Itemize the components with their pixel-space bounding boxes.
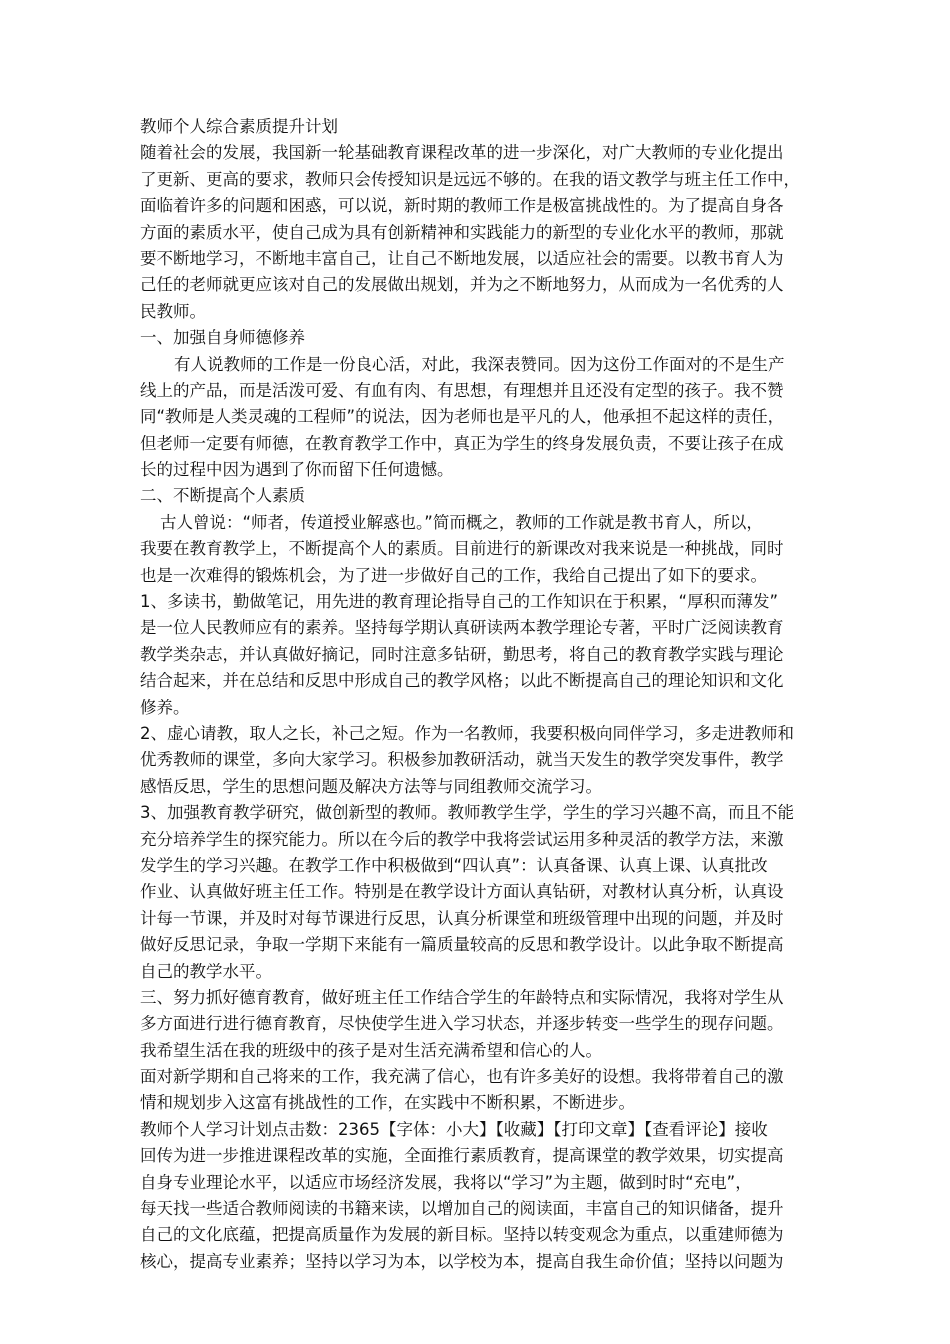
- item3-line: 3、加强教育教学研究，做创新型的教师。教师教学生学，学生的学习兴趣不高，而且不能: [140, 803, 794, 823]
- item1-line: 结合起来，并在总结和反思中形成自己的教学风格；以此不断提高自己的理论知识和文化: [140, 671, 784, 691]
- intro-line: 面临着许多的问题和困惑，可以说，新时期的教师工作是极富挑战性的。为了提高自身各: [140, 196, 784, 216]
- section1-line: 有人说教师的工作是一份良心活，对此，我深表赞同。因为这份工作面对的不是生产: [174, 354, 785, 374]
- second-article-line: 每天找一些适合教师阅读的书籍来读，以增加自己的阅读面，丰富自己的知识储备，提升: [140, 1199, 784, 1219]
- intro-line: 己任的老师就更应该对自己的发展做出规划，并为之不断地努力，从而成为一名优秀的人: [140, 275, 784, 295]
- item2-line: 优秀教师的课堂，多向大家学习。积极参加教研活动，就当天发生的教学突发事件，教学: [140, 750, 784, 770]
- item3-line: 作业、认真做好班主任工作。特别是在教学设计方面认真钻研，对教材认真分析，认真设: [140, 882, 784, 902]
- item3-line: 充分培养学生的探究能力。所以在今后的教学中我将尝试运用多种灵活的教学方法，来激: [140, 829, 784, 849]
- section1-line: 但老师一定要有师德，在教育教学工作中，真正为学生的终身发展负责，不要让孩子在成: [140, 433, 784, 453]
- item1-line: 教学类杂志，并认真做好摘记，同时注意多钻研，勤思考，将自己的教育教学实践与理论: [140, 644, 784, 664]
- section1-heading: 一、加强自身师德修养: [140, 328, 305, 348]
- item3-line: 做好反思记录，争取一学期下来能有一篇质量较高的反思和教学设计。以此争取不断提高: [140, 935, 784, 955]
- section3-line: 三、努力抓好德育教育，做好班主任工作结合学生的年龄特点和实际情况，我将对学生从: [140, 987, 784, 1007]
- section3-line: 多方面进行进行德育教育，尽快使学生进入学习状态，并逐步转变一些学生的现存问题。: [140, 1014, 784, 1034]
- intro-line: 随着社会的发展，我国新一轮基础教育课程改革的进一步深化，对广大教师的专业化提出: [140, 143, 784, 163]
- intro-line: 民教师。: [140, 301, 206, 321]
- second-article-line: 自己的文化底蕴，把提高质量作为发展的新目标。坚持以转变观念为重点，以重建师德为: [140, 1225, 784, 1245]
- intro-line: 要不断地学习，不断地丰富自己，让自己不断地发展，以适应社会的需要。以教书育人为: [140, 248, 784, 268]
- second-article-line: 自身专业理论水平，以适应市场经济发展，我将以“学习”为主题，做到时时“充电”，: [140, 1172, 752, 1192]
- section1-line: 线上的产品，而是活泼可爱、有血有肉、有思想，有理想并且还没有定型的孩子。我不赞: [140, 380, 784, 400]
- section2-line: 也是一次难得的锻炼机会，为了进一步做好自己的工作，我给自己提出了如下的要求。: [140, 565, 767, 585]
- document-title: 教师个人综合素质提升计划: [140, 117, 338, 136]
- intro-line: 方面的素质水平，使自己成为具有创新精神和实践能力的新型的专业化水平的教师，那就: [140, 222, 784, 242]
- second-article-line: 回传为进一步推进课程改革的实施，全面推行素质教育，提高课堂的教学效果，切实提高: [140, 1146, 784, 1166]
- closing-line: 面对新学期和自己将来的工作，我充满了信心，也有许多美好的设想。我将带着自己的激: [140, 1067, 784, 1087]
- item1-line: 是一位人民教师应有的素养。坚持每学期认真研读两本教学理论专著，平时广泛阅读教育: [140, 618, 784, 638]
- item3-line: 自己的教学水平。: [140, 961, 272, 981]
- second-article-line: 教师个人学习计划点击数：2365【字体：小大】【收藏】【打印文章】【查看评论】接收: [140, 1119, 768, 1139]
- intro-line: 了更新、更高的要求，教师只会传授知识是远远不够的。在我的语文教学与班主任工作中，: [140, 169, 800, 189]
- section1-line: 长的过程中因为遇到了你而留下任何遗憾。: [140, 460, 454, 480]
- item2-line: 2、虚心请教，取人之长，补己之短。作为一名教师，我要积极向同伴学习，多走进教师和: [140, 723, 794, 743]
- closing-line: 情和规划步入这富有挑战性的工作，在实践中不断积累，不断进步。: [140, 1093, 635, 1113]
- item2-line: 感悟反思，学生的思想问题及解决方法等与同组教师交流学习。: [140, 776, 602, 796]
- document-page: [140, 114, 832, 1275]
- section2-line: 古人曾说：“师者，传道授业解惑也。”简而概之，教师的工作就是教书育人，所以，: [160, 512, 763, 532]
- section2-heading: 二、不断提高个人素质: [140, 486, 305, 506]
- section2-line: 我要在教育教学上，不断提高个人的素质。目前进行的新课改对我来说是一种挑战，同时: [140, 539, 784, 559]
- item3-line: 发学生的学习兴趣。在教学工作中积极做到“四认真”：认真备课、认真上课、认真批改: [140, 855, 768, 875]
- item3-line: 计每一节课，并及时对每节课进行反思，认真分析课堂和班级管理中出现的问题，并及时: [140, 908, 784, 928]
- section1-line: 同“教师是人类灵魂的工程师”的说法，因为老师也是平凡的人，他承担不起这样的责任，: [140, 407, 785, 427]
- section3-line: 我希望生活在我的班级中的孩子是对生活充满希望和信心的人。: [140, 1040, 602, 1060]
- second-article-line: 核心，提高专业素养；坚持以学习为本，以学校为本，提高自我生命价值；坚持以问题为: [140, 1251, 784, 1271]
- item1-line: 修养。: [140, 697, 190, 717]
- item1-line: 1、多读书，勤做笔记，用先进的教育理论指导自己的工作知识在于积累，“厚积而薄发”: [140, 592, 779, 612]
